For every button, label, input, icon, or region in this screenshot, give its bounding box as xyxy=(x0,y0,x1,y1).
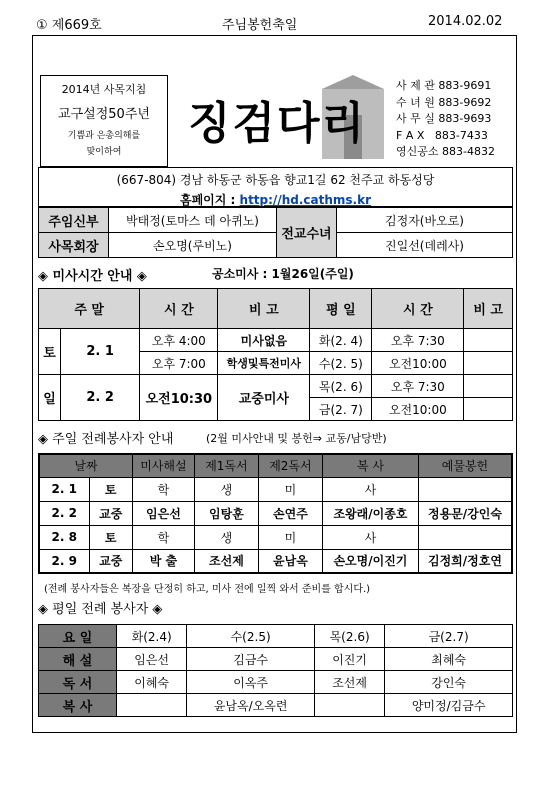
weekday-servers-title: ◈ 평일 전례 봉사자 ◈ xyxy=(38,602,163,617)
wk-header-day: 요 일 xyxy=(39,625,117,648)
wk-header-tue: 화(2.4) xyxy=(117,625,187,648)
weekday-wed-time: 오전10:00 xyxy=(372,352,464,375)
sister-label: 전교수녀 xyxy=(277,208,337,258)
header-note: 비 고 xyxy=(218,289,310,329)
president-label: 사목회장 xyxy=(39,233,109,258)
row-type: 토 xyxy=(89,477,132,501)
header-time: 시 간 xyxy=(140,289,218,329)
row-offering: 정용문/강인숙 xyxy=(418,501,512,525)
banner-line4: 맞이하여 xyxy=(86,147,122,157)
row-type: 토 xyxy=(89,525,132,549)
wk-cell: 양미정/김금수 xyxy=(385,694,513,717)
wk-cell: 이진기 xyxy=(314,648,384,671)
row-date: 2. 8 xyxy=(39,525,89,549)
page-title: 주님봉헌축일 xyxy=(222,18,298,33)
row-altar: 조왕래/이종호 xyxy=(322,501,418,525)
banner-line1: 2014년 사목지침 xyxy=(61,83,147,96)
servers-footnote: (전례 봉사자들은 복장을 단정히 하고, 미사 전에 일찍 와서 준비를 합시다.) xyxy=(44,584,371,595)
wk-header-fri: 금(2.7) xyxy=(385,625,513,648)
row-altar: 사 xyxy=(322,477,418,501)
wk-cell xyxy=(314,694,384,717)
weekday-tue-time: 오후 7:30 xyxy=(372,329,464,352)
issue-number: ① 제669호 xyxy=(36,18,102,33)
weekday-fri-time: 오전10:00 xyxy=(372,398,464,421)
wk-cell: 임은선 xyxy=(117,648,187,671)
wk-cell: 강인숙 xyxy=(385,671,513,694)
row-reading2: 미 xyxy=(258,525,322,549)
wk-cell: 조선제 xyxy=(314,671,384,694)
sat-note-2: 학생및특전미사 xyxy=(218,352,310,375)
sat-date: 2. 1 xyxy=(61,329,140,375)
president-name: 손오명(루비노) xyxy=(109,233,277,258)
row-reading1: 생 xyxy=(194,477,258,501)
row-date: 2. 9 xyxy=(39,549,89,573)
row-commentary: 학 xyxy=(132,525,194,549)
weekday-wed: 수(2. 5) xyxy=(310,352,372,375)
sat-day: 토 xyxy=(39,329,61,375)
weekday-tue: 화(2. 4) xyxy=(310,329,372,352)
contact-priest: 사 제 관 883-9691 xyxy=(396,79,492,92)
weekday-thu-note xyxy=(464,375,513,398)
wk-row-label: 해 설 xyxy=(39,648,117,671)
wk-cell xyxy=(117,694,187,717)
row-commentary: 임은선 xyxy=(132,501,194,525)
contact-list xyxy=(396,78,495,161)
sun-day: 일 xyxy=(39,375,61,421)
sat-time-1: 오후 4:00 xyxy=(140,329,218,352)
church-address: (667-804) 경남 하동군 하동읍 향교1길 62 천주교 하동성당 xyxy=(116,173,435,187)
wk-cell: 이혜숙 xyxy=(117,671,187,694)
row-type: 교중 xyxy=(89,501,132,525)
pastor-name: 박태정(토마스 데 아퀴노) xyxy=(109,208,277,233)
col-altar: 복 사 xyxy=(322,454,418,477)
row-altar: 사 xyxy=(322,525,418,549)
homepage-link[interactable]: http://hd.cathms.kr xyxy=(239,193,371,207)
col-commentary: 미사해설 xyxy=(132,454,194,477)
weekday-thu-time: 오후 7:30 xyxy=(372,375,464,398)
row-reading2: 미 xyxy=(258,477,322,501)
sunday-servers-title: ◈ 주일 전례봉사자 안내 xyxy=(38,432,174,447)
mass-times-title: ◈ 미사시간 안내 ◈ xyxy=(38,269,147,284)
sun-date: 2. 2 xyxy=(61,375,140,421)
header-weekday-note: 비 고 xyxy=(464,289,513,329)
sun-note: 교중미사 xyxy=(218,375,310,421)
row-offering xyxy=(418,525,512,549)
sister-name-2: 진일선(데레사) xyxy=(337,233,513,258)
masthead-banner xyxy=(40,75,168,167)
sat-note-1: 미사없음 xyxy=(218,329,310,352)
weekday-servers-table xyxy=(38,624,513,717)
row-reading1: 임탕훈 xyxy=(194,501,258,525)
pastor-label: 주임신부 xyxy=(39,208,109,233)
row-offering: 김정희/정호연 xyxy=(418,549,512,573)
row-commentary: 학 xyxy=(132,477,194,501)
weekday-tue-note xyxy=(464,329,513,352)
wk-cell: 최혜숙 xyxy=(385,648,513,671)
row-reading1: 조선제 xyxy=(194,549,258,573)
contact-convent: 수 녀 원 883-9692 xyxy=(396,95,492,109)
wk-cell: 이옥주 xyxy=(187,671,315,694)
row-offering xyxy=(418,477,512,501)
row-reading2: 윤남옥 xyxy=(258,549,322,573)
sat-time-2: 오후 7:00 xyxy=(140,352,218,375)
col-date: 날짜 xyxy=(39,454,132,477)
row-reading2: 손연주 xyxy=(258,501,322,525)
sister-name-1: 김정자(바오로) xyxy=(337,208,513,233)
wk-row-label: 독 서 xyxy=(39,671,117,694)
mass-times-table xyxy=(38,288,513,421)
gongso-notice: 공소미사 : 1월26일(주일) xyxy=(212,267,354,281)
header-weekday: 평 일 xyxy=(310,289,372,329)
sun-time: 오전10:30 xyxy=(140,375,218,421)
row-type: 교중 xyxy=(89,549,132,573)
sunday-servers-note: (2월 미사안내 및 봉헌⇒ 교동/남당반) xyxy=(206,432,387,445)
col-offering: 예물봉헌 xyxy=(418,454,512,477)
issue-date: 2014.02.02 xyxy=(428,14,503,29)
banner-line2: 교구설정50주년 xyxy=(58,107,150,122)
wk-header-wed: 수(2.5) xyxy=(187,625,315,648)
wk-header-thu: 목(2.6) xyxy=(314,625,384,648)
banner-line3: 기쁨과 은총의해를 xyxy=(67,131,141,141)
address-box xyxy=(38,167,513,207)
sunday-servers-table xyxy=(38,453,513,574)
wk-row-label: 복 사 xyxy=(39,694,117,717)
masthead-logo xyxy=(172,75,394,167)
homepage-label: 홈페이지 : xyxy=(180,193,240,207)
logo-text: 징검다리 xyxy=(188,98,367,149)
row-commentary: 박 출 xyxy=(132,549,194,573)
weekday-wed-note xyxy=(464,352,513,375)
wk-cell: 김금수 xyxy=(187,648,315,671)
col-reading1: 제1독서 xyxy=(194,454,258,477)
row-reading1: 생 xyxy=(194,525,258,549)
contact-office: 사 무 실 883-9693 xyxy=(396,112,492,125)
row-altar: 손오명/이진기 xyxy=(322,549,418,573)
col-reading2: 제2독서 xyxy=(258,454,322,477)
row-date: 2. 1 xyxy=(39,477,89,501)
weekday-fri-note xyxy=(464,398,513,421)
staff-table xyxy=(38,207,513,258)
header-weekday-time: 시 간 xyxy=(372,289,464,329)
weekday-fri: 금(2. 7) xyxy=(310,398,372,421)
contact-fax: F A X 883-7433 xyxy=(396,128,488,142)
wk-cell: 윤남옥/오옥련 xyxy=(187,694,315,717)
contact-gongso: 영신공소 883-4832 xyxy=(396,145,495,158)
row-date: 2. 2 xyxy=(39,501,89,525)
weekday-thu: 목(2. 6) xyxy=(310,375,372,398)
header-weekend: 주 말 xyxy=(39,289,140,329)
